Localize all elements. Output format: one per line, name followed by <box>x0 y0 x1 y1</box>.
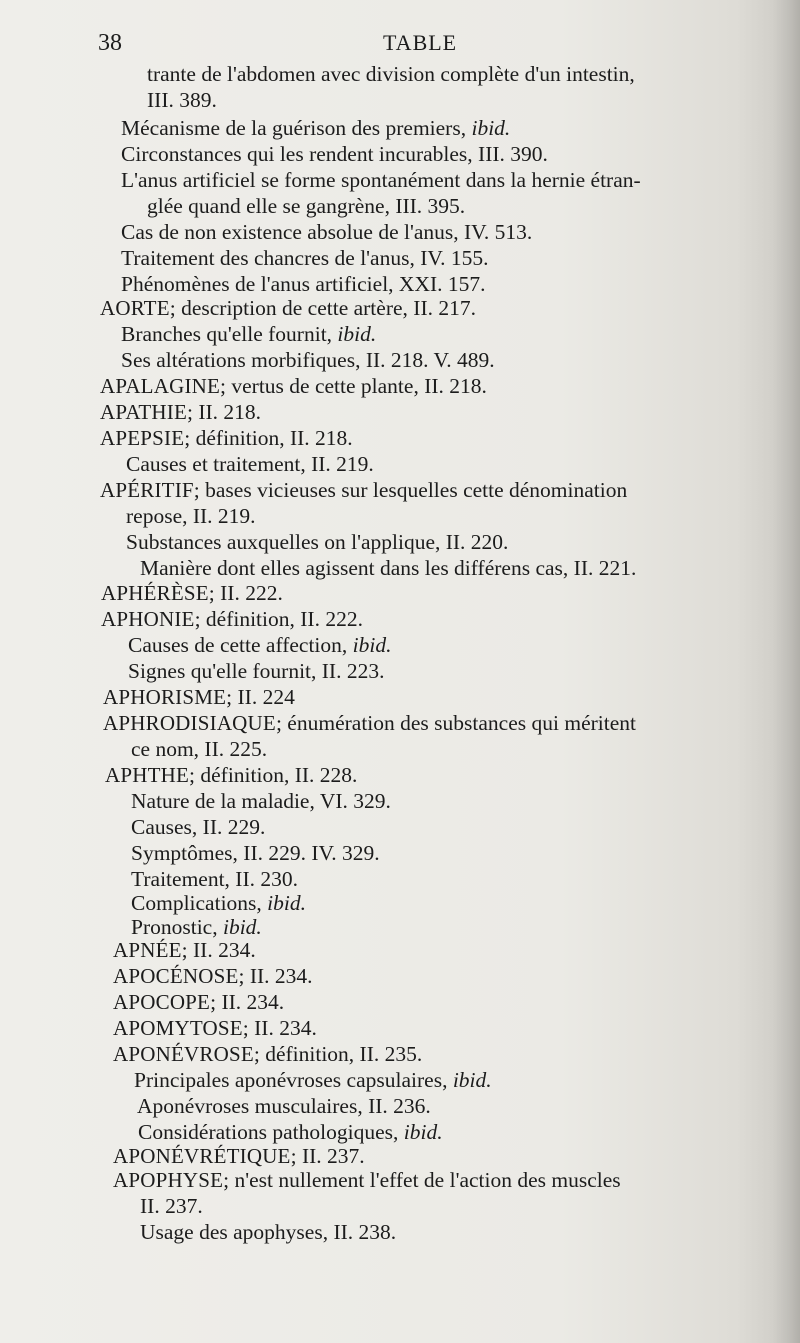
index-line: Principales aponévroses capsulaires, ibid. <box>134 1068 492 1092</box>
index-entry: APEPSIE; définition, II. 218. <box>100 426 353 450</box>
index-entry: APALAGINE; vertus de cette plante, II. 218. <box>100 374 487 398</box>
index-entry: APOPHYSE; n'est nullement l'effet de l'action des muscles <box>113 1168 621 1192</box>
index-line: ce nom, II. 225. <box>131 737 268 761</box>
index-line: Complications, ibid. <box>131 891 306 915</box>
index-line: Mécanisme de la guérison des premiers, ibid. <box>121 116 511 140</box>
index-line: Signes qu'elle fournit, II. 223. <box>128 659 385 683</box>
index-line: Branches qu'elle fournit, ibid. <box>121 322 377 346</box>
running-head: TABLE <box>383 30 458 55</box>
index-entry: APOCÉNOSE; II. 234. <box>113 964 313 988</box>
index-entry: APATHIE; II. 218. <box>100 400 262 424</box>
index-line: Phénomènes de l'anus artificiel, XXI. 157. <box>121 272 486 296</box>
index-line: trante de l'abdomen avec division complète d'un intestin, <box>147 62 635 86</box>
page-fold-shadow <box>772 0 800 1343</box>
index-line: Causes, II. 229. <box>131 815 266 839</box>
index-line: Symptômes, II. 229. IV. 329. <box>131 841 380 865</box>
index-line: Considérations pathologiques, ibid. <box>138 1120 443 1144</box>
index-entry: APHRODISIAQUE; énumération des substances qui méritent <box>103 711 636 735</box>
index-line: Aponévroses musculaires, II. 236. <box>137 1094 431 1118</box>
index-line: Manière dont elles agissent dans les différens cas, II. 221. <box>140 556 637 580</box>
index-entry: APÉRITIF; bases vicieuses sur lesquelles cette dénomination <box>100 478 628 502</box>
index-entry: APHÉRÈSE; II. 222. <box>101 581 283 605</box>
index-line: Usage des apophyses, II. 238. <box>140 1220 397 1244</box>
index-entry: APOMYTOSE; II. 234. <box>113 1016 317 1040</box>
index-line: Pronostic, ibid. <box>131 915 262 939</box>
index-entry: APNÉE; II. 234. <box>113 938 256 962</box>
page-number: 38 <box>98 30 122 56</box>
index-line: Causes de cette affection, ibid. <box>128 633 392 657</box>
index-line: repose, II. 219. <box>126 504 256 528</box>
index-entry: AORTE; description de cette artère, II. 217. <box>100 296 476 320</box>
index-entry: APOCOPE; II. 234. <box>113 990 285 1014</box>
index-entry: APHORISME; II. 224 <box>103 685 295 709</box>
index-line: Traitement des chancres de l'anus, IV. 155. <box>121 246 489 270</box>
index-line: glée quand elle se gangrène, III. 395. <box>147 194 466 218</box>
index-line: Circonstances qui les rendent incurables, III. 390. <box>121 142 548 166</box>
index-entry: APONÉVRÉTIQUE; II. 237. <box>113 1144 365 1168</box>
index-line: II. 237. <box>140 1194 203 1218</box>
index-line: Ses altérations morbifiques, II. 218. V. 489. <box>121 348 495 372</box>
index-line: Cas de non existence absolue de l'anus, IV. 513. <box>121 220 533 244</box>
index-entry: APHTHE; définition, II. 228. <box>105 763 358 787</box>
index-line: Causes et traitement, II. 219. <box>126 452 374 476</box>
index-line: Nature de la maladie, VI. 329. <box>131 789 391 813</box>
index-entry: APHONIE; définition, II. 222. <box>101 607 363 631</box>
index-line: Substances auxquelles on l'applique, II. 220. <box>126 530 509 554</box>
index-line: L'anus artificiel se forme spontanément dans la hernie étran- <box>121 168 641 192</box>
index-line: III. 389. <box>147 88 217 112</box>
index-line: Traitement, II. 230. <box>131 867 299 891</box>
index-entry: APONÉVROSE; définition, II. 235. <box>113 1042 423 1066</box>
